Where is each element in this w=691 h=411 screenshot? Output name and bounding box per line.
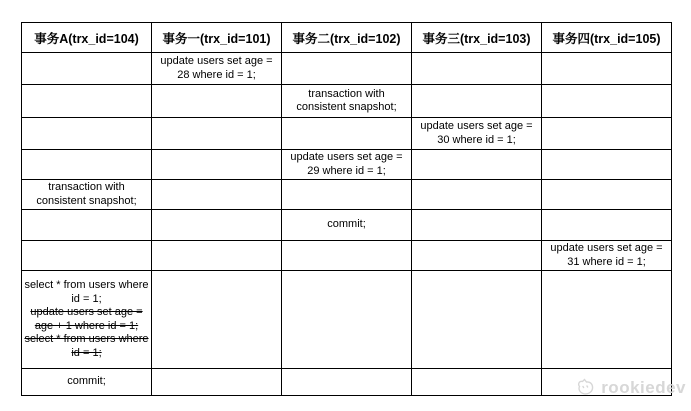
table-cell [412, 118, 542, 150]
table-cell [542, 118, 672, 150]
watermark-text: rookiedev [601, 378, 686, 397]
table-cell [152, 210, 282, 241]
table-cell [542, 180, 672, 210]
table-cell [152, 271, 282, 369]
sql-statement: commit; [67, 375, 106, 388]
transaction-table [21, 22, 672, 396]
table-cell [282, 241, 412, 271]
table-row [22, 369, 672, 396]
sql-statement: transaction with consistent snapshot; [296, 87, 397, 113]
sql-statement-struck: update users set age = age + 1 where id = 1; [30, 306, 143, 332]
sql-statement: update users set age = 30 where id = 1; [420, 120, 533, 146]
table-cell [22, 369, 152, 396]
sql-statement-struck: select * from users where id = 1; [24, 333, 149, 359]
column-header: 事务二(trx_id=102) [282, 23, 412, 53]
sql-statement: transaction with consistent snapshot; [36, 181, 137, 207]
table-cell [22, 241, 152, 271]
table-row [22, 53, 672, 85]
table-cell [152, 118, 282, 150]
table-cell [412, 150, 542, 180]
table-row [22, 118, 672, 150]
column-header: 事务四(trx_id=105) [542, 23, 672, 53]
sql-statement: select * from users where id = 1; [24, 279, 149, 305]
table-cell [542, 210, 672, 241]
table-cell [412, 369, 542, 396]
table-cell [282, 53, 412, 85]
table-cell [282, 180, 412, 210]
sql-statement: commit; [327, 218, 366, 231]
table-cell [542, 369, 672, 396]
table-cell [542, 150, 672, 180]
table-cell [412, 53, 542, 85]
table-cell [22, 210, 152, 241]
table-body [22, 53, 672, 396]
table-cell [152, 53, 282, 85]
table-cell [152, 369, 282, 396]
sql-statement: update users set age = 28 where id = 1; [160, 55, 273, 81]
table-row [22, 210, 672, 241]
transaction-table-container [21, 22, 672, 396]
table-row [22, 150, 672, 180]
table-cell [542, 271, 672, 369]
header-row [22, 23, 672, 53]
table-cell [282, 150, 412, 180]
table-row [22, 241, 672, 271]
table-cell [152, 85, 282, 118]
sql-statement: update users set age = 31 where id = 1; [550, 242, 663, 268]
table-cell [152, 241, 282, 271]
column-header: 事务一(trx_id=101) [152, 23, 282, 53]
table-cell [542, 85, 672, 118]
table-cell [152, 150, 282, 180]
column-header: 事务三(trx_id=103) [412, 23, 542, 53]
table-cell [282, 118, 412, 150]
table-cell [22, 85, 152, 118]
table-cell [412, 241, 542, 271]
table-cell [282, 271, 412, 369]
table-cell [22, 180, 152, 210]
table-cell [282, 85, 412, 118]
table-row [22, 180, 672, 210]
table-row [22, 271, 672, 369]
table-cell [22, 150, 152, 180]
table-head [22, 23, 672, 53]
table-cell [282, 369, 412, 396]
column-header: 事务A(trx_id=104) [22, 23, 152, 53]
table-cell [22, 271, 152, 369]
table-cell [412, 271, 542, 369]
table-cell [22, 53, 152, 85]
table-cell [412, 85, 542, 118]
table-row [22, 85, 672, 118]
table-cell [542, 241, 672, 271]
sql-statement: update users set age = 29 where id = 1; [290, 151, 403, 177]
table-cell [542, 53, 672, 85]
table-cell [22, 118, 152, 150]
table-cell [152, 180, 282, 210]
table-cell [282, 210, 412, 241]
table-cell [412, 180, 542, 210]
table-cell [412, 210, 542, 241]
